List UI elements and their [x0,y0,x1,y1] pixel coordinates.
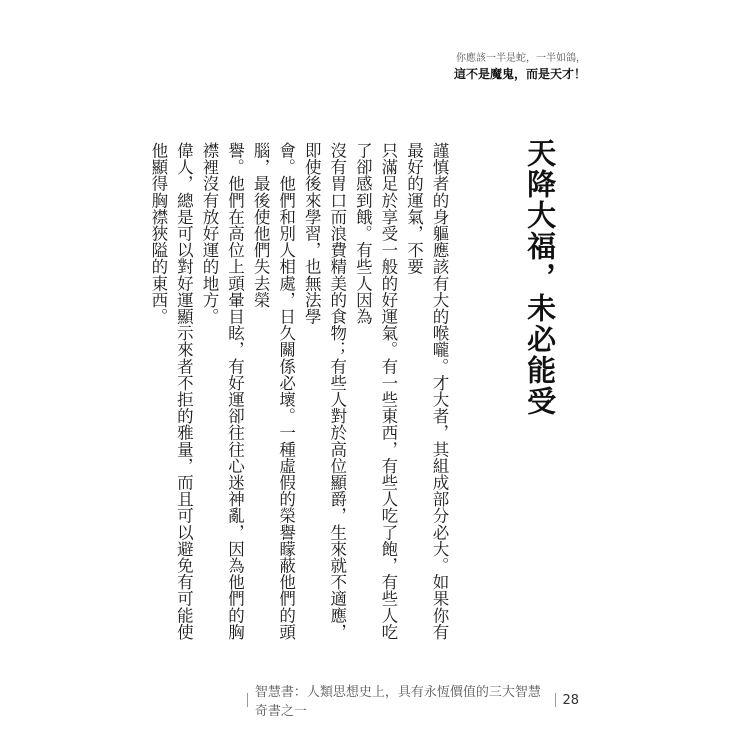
running-header [454,52,586,82]
footer-divider-right [555,693,556,707]
body-text [145,142,452,642]
body-column-2: 只滿足於享受一般的好運氣。有一些東西，有些人吃了飽，有些人吃了卻感到餓。有些人因為 [353,142,398,640]
body-column-5: 譽。他們在高位上頭暈目眩，有好運卻往往心迷神亂，因為他們的胸襟裡沒有放好運的地方。 [199,142,245,640]
body-column-4: 會。他們和別人相處，日久關係必壞。一種虛假的榮譽矇蔽他們的頭腦，最後使他們失去榮 [251,142,296,640]
footer-divider-left [247,693,248,707]
page-number: 28 [562,692,579,708]
body-column-1: 謹慎者的身軀應該有大的喉嚨。才大者，其組成部分必大。如果你有最好的運氣，不要 [404,142,449,640]
running-footer [240,685,579,719]
header-line-1: 你應該一半是蛇，一半如鴿， [456,53,586,64]
body-column-6: 偉人，總是可以對好運顯示來者不拒的雅量，而且可以避免有可能使他顯得胸襟狹隘的東西。 [148,142,194,640]
footer-book-title: 智慧書：人類思想史上，具有永恆價值的三大智慧奇書之一 [254,685,541,719]
header-line-2: 這不是魔鬼，而是天才！ [453,66,586,81]
body-column-3: 沒有胃口而浪費精美的食物；有些人對於高位顯爵，生來就不適應，即使後來學習，也無法學 [302,142,347,640]
chapter-title: 天降大福，未必能受 [523,138,558,417]
